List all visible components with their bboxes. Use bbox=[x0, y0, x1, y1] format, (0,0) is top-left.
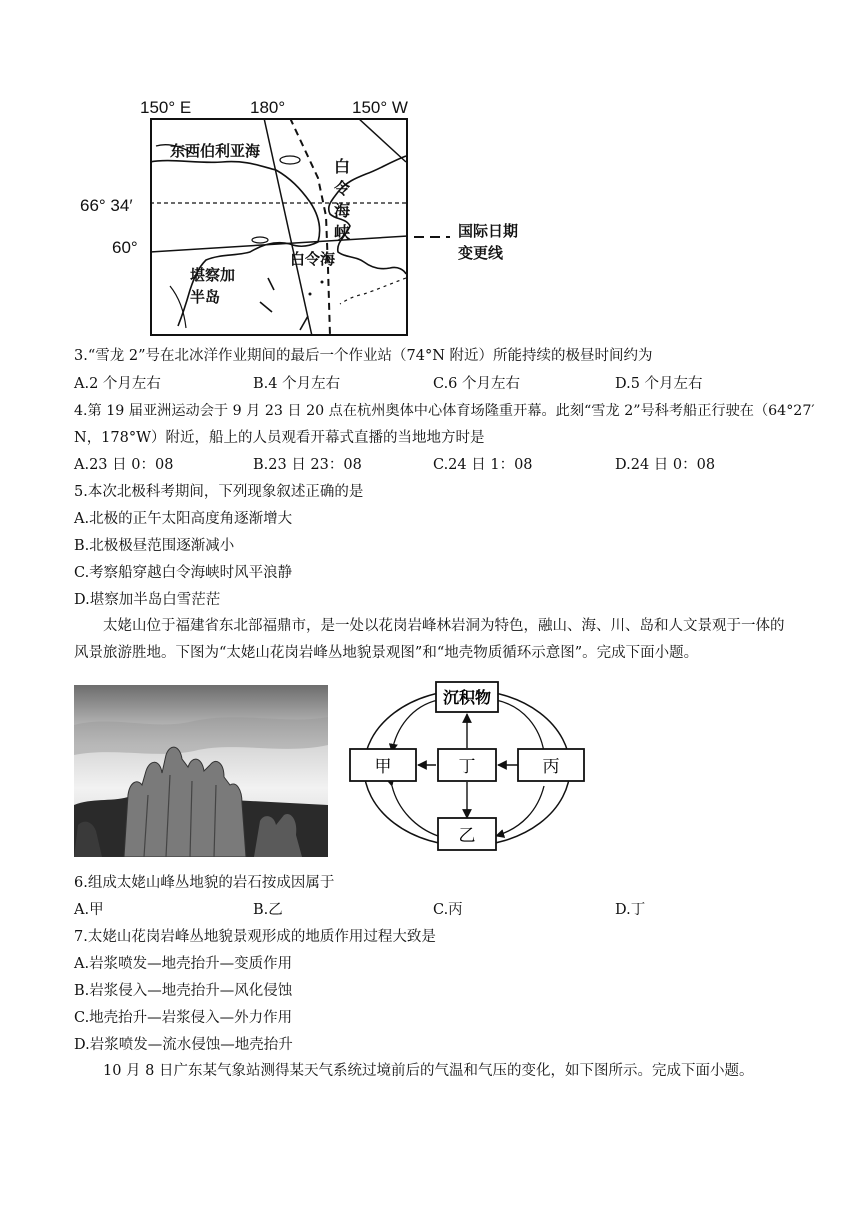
q3-option-b: B.4 个月左右 bbox=[253, 376, 341, 392]
q6-stem: 6.组成太姥山峰丛地貌的岩石按成因属于 bbox=[74, 875, 335, 891]
cycle-box-ding: 丁 bbox=[458, 757, 476, 777]
map-labels bbox=[150, 118, 410, 338]
q6-option-c: C.丙 bbox=[433, 902, 463, 918]
q4-option-d: D.24 日 0：08 bbox=[615, 457, 716, 473]
q4-option-a: A.23 日 0：08 bbox=[74, 457, 174, 473]
granite-peaks-photo bbox=[74, 685, 328, 857]
crust-material-cycle-diagram bbox=[346, 678, 592, 854]
q7-stem: 7.太姥山花岗岩峰丛地貌景观形成的地质作用过程大致是 bbox=[74, 929, 436, 945]
q3-option-c: C.6 个月左右 bbox=[433, 376, 521, 392]
cycle-box-sediment: 沉积物 bbox=[442, 688, 492, 707]
q6-option-a: A.甲 bbox=[74, 902, 104, 918]
legend-date-line-1: 国际日期 bbox=[458, 222, 519, 240]
lon-label-180: 180° bbox=[250, 98, 286, 117]
intro-taimu-mountain: 太姥山位于福建省东北部福鼎市，是一处以花岗岩峰林岩洞为特色，融山、海、川、岛和人文景观于一体的风景旅游胜地。下图为“太姥山花岗岩峰丛地貌景观图”和“地壳物质循环示意图”。完成下面小题。 bbox=[74, 618, 785, 661]
label-strait-4: 峡 bbox=[334, 223, 351, 242]
cycle-box-bing: 丙 bbox=[542, 757, 560, 777]
q4-option-b: B.23 日 23：08 bbox=[253, 457, 362, 473]
q5-option-a: A.北极的正午太阳高度角逐渐增大 bbox=[74, 511, 293, 527]
q4-stem-line1: 4.第 19 届亚洲运动会于 9 月 23 日 20 点在杭州奥体中心体育场隆重开幕。此刻“雪龙 2”号科考船正行驶在（64°27′ bbox=[74, 403, 815, 419]
intro-weather-station: 10 月 8 日广东某气象站测得某天气系统过境前后的气温和气压的变化，如下图所示。完成下面小题。 bbox=[103, 1063, 754, 1079]
label-strait-2: 令 bbox=[334, 179, 351, 198]
label-kamchatka-1: 堪察加 bbox=[190, 266, 236, 284]
q7-option-b: B.岩浆侵入—地壳抬升—风化侵蚀 bbox=[74, 983, 293, 999]
q5-stem: 5.本次北极科考期间，下列现象叙述正确的是 bbox=[74, 484, 364, 500]
legend-date-line-2: 变更线 bbox=[458, 244, 504, 262]
q3-option-d: D.5 个月左右 bbox=[615, 376, 703, 392]
q3-stem: 3.“雪龙 2”号在北冰洋作业期间的最后一个作业站（74°N 附近）所能持续的极昼时间约为 bbox=[74, 348, 653, 364]
date-line-legend-symbol bbox=[412, 232, 452, 242]
label-strait-3: 海 bbox=[334, 201, 351, 220]
label-bering-sea: 白令海 bbox=[290, 250, 336, 268]
lat-label-60: 60° bbox=[112, 238, 138, 257]
lon-label-150e: 150° E bbox=[140, 98, 192, 117]
q4-stem-line2: N，178°W）附近，船上的人员观看开幕式直播的当地地方时是 bbox=[74, 430, 485, 446]
label-kamchatka-2: 半岛 bbox=[190, 288, 221, 306]
q7-option-c: C.地壳抬升—岩浆侵入—外力作用 bbox=[74, 1010, 293, 1026]
q5-option-c: C.考察船穿越白令海峡时风平浪静 bbox=[74, 565, 293, 581]
label-strait-1: 白 bbox=[334, 157, 351, 176]
q6-option-d: D.丁 bbox=[615, 902, 646, 918]
q6-option-b: B.乙 bbox=[253, 902, 283, 918]
q7-option-d: D.岩浆喷发—流水侵蚀—地壳抬升 bbox=[74, 1037, 293, 1053]
label-east-siberian-sea: 东西伯利亚海 bbox=[170, 142, 261, 160]
q5-option-b: B.北极极昼范围逐渐减小 bbox=[74, 538, 235, 554]
lon-label-150w: 150° W bbox=[352, 98, 408, 117]
cycle-box-jia: 甲 bbox=[374, 757, 392, 777]
cycle-box-yi: 乙 bbox=[458, 826, 476, 846]
lat-label-66-34: 66° 34′ bbox=[80, 196, 133, 215]
q4-option-c: C.24 日 1：08 bbox=[433, 457, 533, 473]
q5-option-d: D.堪察加半岛白雪茫茫 bbox=[74, 592, 221, 608]
q7-option-a: A.岩浆喷发—地壳抬升—变质作用 bbox=[74, 956, 293, 972]
q3-option-a: A.2 个月左右 bbox=[74, 376, 161, 392]
